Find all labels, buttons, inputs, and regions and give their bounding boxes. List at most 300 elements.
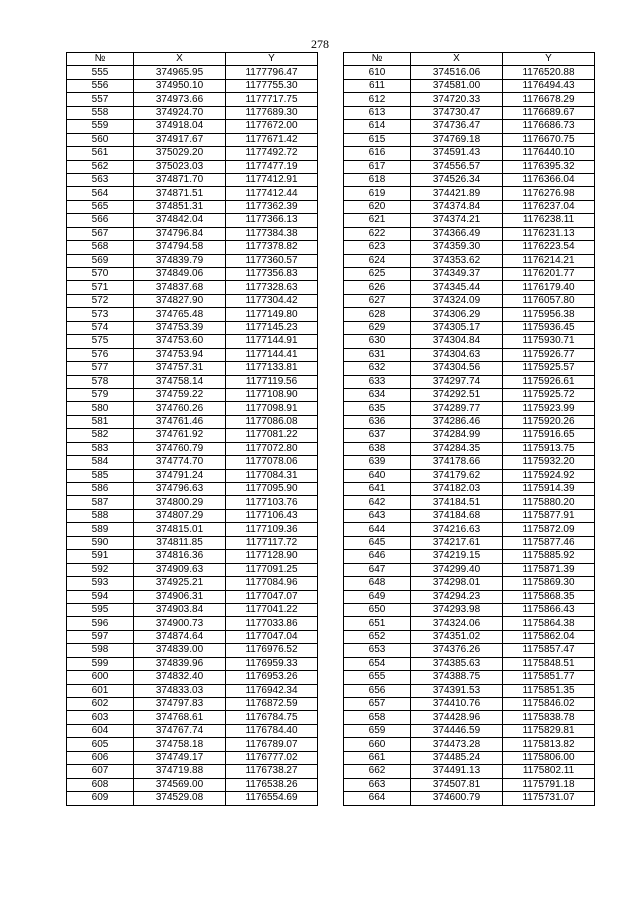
- table-row: [344, 603, 595, 616]
- table-row: [67, 348, 318, 361]
- cell-number: 626: [344, 281, 411, 294]
- table-row: [67, 577, 318, 590]
- cell-x: 374421.89: [411, 187, 503, 200]
- cell-x: 374965.95: [134, 66, 226, 79]
- cell-number: 556: [67, 79, 134, 92]
- cell-number: 650: [344, 603, 411, 616]
- cell-y: 1177412.91: [226, 173, 318, 186]
- table-row: [67, 294, 318, 307]
- table-row: [344, 442, 595, 455]
- table-row: [344, 348, 595, 361]
- table-row: [344, 563, 595, 576]
- cell-y: 1176214.21: [503, 254, 595, 267]
- cell-number: 599: [67, 657, 134, 670]
- cell-number: 598: [67, 644, 134, 657]
- cell-x: 374973.66: [134, 93, 226, 106]
- table-row: [67, 657, 318, 670]
- table-row: [344, 79, 595, 92]
- table-row: [67, 523, 318, 536]
- cell-number: 631: [344, 348, 411, 361]
- cell-y: 1177362.39: [226, 200, 318, 213]
- cell-x: 374304.84: [411, 335, 503, 348]
- cell-x: 374304.63: [411, 348, 503, 361]
- table-row: [344, 362, 595, 375]
- cell-x: 374374.21: [411, 214, 503, 227]
- cell-number: 588: [67, 509, 134, 522]
- cell-number: 630: [344, 335, 411, 348]
- table-row: [67, 362, 318, 375]
- cell-x: 374796.63: [134, 483, 226, 496]
- cell-y: 1176366.04: [503, 173, 595, 186]
- page-number: 278: [311, 37, 329, 51]
- column-header-x: X: [134, 53, 226, 66]
- cell-x: 374306.29: [411, 308, 503, 321]
- cell-number: 593: [67, 577, 134, 590]
- cell-y: 1175924.92: [503, 469, 595, 482]
- table-row: [67, 456, 318, 469]
- cell-x: 374767.74: [134, 724, 226, 737]
- cell-number: 564: [67, 187, 134, 200]
- cell-y: 1175936.45: [503, 321, 595, 334]
- cell-x: 374759.22: [134, 388, 226, 401]
- cell-y: 1175923.99: [503, 402, 595, 415]
- table-row: [67, 308, 318, 321]
- table-row: [344, 388, 595, 401]
- cell-number: 625: [344, 268, 411, 281]
- table-row: [67, 402, 318, 415]
- cell-y: 1177078.06: [226, 456, 318, 469]
- table-row: [344, 321, 595, 334]
- cell-y: 1177755.30: [226, 79, 318, 92]
- table-row: [67, 200, 318, 213]
- table-row: [344, 375, 595, 388]
- cell-number: 642: [344, 496, 411, 509]
- cell-y: 1175868.35: [503, 590, 595, 603]
- cell-x: 374178.66: [411, 456, 503, 469]
- cell-number: 628: [344, 308, 411, 321]
- cell-number: 655: [344, 671, 411, 684]
- cell-x: 374917.67: [134, 133, 226, 146]
- cell-y: 1175851.35: [503, 684, 595, 697]
- cell-x: 374286.46: [411, 415, 503, 428]
- table-row: [67, 684, 318, 697]
- table-row: [344, 402, 595, 415]
- cell-number: 561: [67, 147, 134, 160]
- cell-number: 638: [344, 442, 411, 455]
- cell-number: 582: [67, 429, 134, 442]
- cell-y: 1177098.91: [226, 402, 318, 415]
- cell-y: 1176942.34: [226, 684, 318, 697]
- cell-x: 374757.31: [134, 362, 226, 375]
- table-row: [67, 375, 318, 388]
- cell-x: 374284.35: [411, 442, 503, 455]
- cell-number: 573: [67, 308, 134, 321]
- cell-y: 1176223.54: [503, 241, 595, 254]
- cell-number: 633: [344, 375, 411, 388]
- table-row: [344, 684, 595, 697]
- table-row: [67, 173, 318, 186]
- table-row: [344, 536, 595, 549]
- cell-x: 374874.64: [134, 630, 226, 643]
- cell-x: 374800.29: [134, 496, 226, 509]
- cell-x: 374753.60: [134, 335, 226, 348]
- cell-number: 605: [67, 738, 134, 751]
- cell-y: 1177378.82: [226, 241, 318, 254]
- table-row: [344, 227, 595, 240]
- cell-y: 1177119.56: [226, 375, 318, 388]
- cell-y: 1175869.30: [503, 577, 595, 590]
- cell-number: 612: [344, 93, 411, 106]
- table-row: [67, 536, 318, 549]
- cell-number: 607: [67, 765, 134, 778]
- table-row: [344, 550, 595, 563]
- cell-y: 1175866.43: [503, 603, 595, 616]
- cell-x: 374446.59: [411, 724, 503, 737]
- cell-y: 1177492.72: [226, 147, 318, 160]
- cell-y: 1175877.46: [503, 536, 595, 549]
- cell-number: 615: [344, 133, 411, 146]
- cell-y: 1175829.81: [503, 724, 595, 737]
- cell-x: 374410.76: [411, 698, 503, 711]
- cell-x: 374292.51: [411, 388, 503, 401]
- table-row: [344, 160, 595, 173]
- cell-number: 621: [344, 214, 411, 227]
- cell-x: 374753.94: [134, 348, 226, 361]
- cell-y: 1175956.38: [503, 308, 595, 321]
- cell-x: 374760.26: [134, 402, 226, 415]
- table-row: [67, 214, 318, 227]
- cell-x: 374293.98: [411, 603, 503, 616]
- cell-x: 374305.17: [411, 321, 503, 334]
- cell-number: 575: [67, 335, 134, 348]
- table-row: [344, 133, 595, 146]
- cell-y: 1176238.11: [503, 214, 595, 227]
- table-row: [344, 738, 595, 751]
- cell-x: 374507.81: [411, 778, 503, 791]
- cell-number: 647: [344, 563, 411, 576]
- cell-x: 374749.17: [134, 751, 226, 764]
- cell-x: 374761.92: [134, 429, 226, 442]
- cell-number: 558: [67, 106, 134, 119]
- table-row: [344, 617, 595, 630]
- table-row: [67, 147, 318, 160]
- cell-x: 374299.40: [411, 563, 503, 576]
- cell-number: 646: [344, 550, 411, 563]
- cell-x: 374349.37: [411, 268, 503, 281]
- cell-number: 609: [67, 792, 134, 805]
- cell-y: 1175806.00: [503, 751, 595, 764]
- cell-x: 374324.09: [411, 294, 503, 307]
- cell-number: 560: [67, 133, 134, 146]
- table-row: [67, 227, 318, 240]
- cell-y: 1176959.33: [226, 657, 318, 670]
- coordinates-table-left: [66, 52, 318, 806]
- table-row: [67, 429, 318, 442]
- cell-number: 576: [67, 348, 134, 361]
- table-row: [344, 268, 595, 281]
- column-header-y: Y: [503, 53, 595, 66]
- cell-x: 374294.23: [411, 590, 503, 603]
- table-row: [344, 469, 595, 482]
- cell-number: 659: [344, 724, 411, 737]
- cell-y: 1177091.25: [226, 563, 318, 576]
- table-row: [67, 268, 318, 281]
- table-row: [344, 577, 595, 590]
- table-row: [344, 93, 595, 106]
- cell-x: 374924.70: [134, 106, 226, 119]
- cell-y: 1175813.82: [503, 738, 595, 751]
- cell-number: 661: [344, 751, 411, 764]
- cell-number: 570: [67, 268, 134, 281]
- cell-y: 1175871.39: [503, 563, 595, 576]
- cell-x: 374184.68: [411, 509, 503, 522]
- table-row: [67, 281, 318, 294]
- cell-y: 1175885.92: [503, 550, 595, 563]
- table-row: [344, 509, 595, 522]
- cell-x: 374758.14: [134, 375, 226, 388]
- cell-x: 374388.75: [411, 671, 503, 684]
- table-row: [67, 120, 318, 133]
- cell-y: 1175930.71: [503, 335, 595, 348]
- table-row: [344, 281, 595, 294]
- cell-number: 649: [344, 590, 411, 603]
- cell-number: 589: [67, 523, 134, 536]
- cell-x: 374791.24: [134, 469, 226, 482]
- cell-y: 1175872.09: [503, 523, 595, 536]
- cell-y: 1175913.75: [503, 442, 595, 455]
- cell-x: 374903.84: [134, 603, 226, 616]
- cell-number: 569: [67, 254, 134, 267]
- cell-x: 374906.31: [134, 590, 226, 603]
- table-row: [344, 335, 595, 348]
- cell-number: 567: [67, 227, 134, 240]
- table-row: [67, 671, 318, 684]
- cell-y: 1175926.77: [503, 348, 595, 361]
- cell-x: 374720.33: [411, 93, 503, 106]
- table-row: [344, 120, 595, 133]
- cell-x: 374851.31: [134, 200, 226, 213]
- cell-x: 374768.61: [134, 711, 226, 724]
- table-row: [344, 254, 595, 267]
- table-row: [344, 711, 595, 724]
- table-row: [344, 496, 595, 509]
- cell-y: 1176554.69: [226, 792, 318, 805]
- cell-number: 662: [344, 765, 411, 778]
- cell-x: 374807.29: [134, 509, 226, 522]
- cell-x: 374374.84: [411, 200, 503, 213]
- column-header-number: №: [67, 53, 134, 66]
- table-row: [344, 523, 595, 536]
- cell-x: 374324.06: [411, 617, 503, 630]
- cell-y: 1176440.10: [503, 147, 595, 160]
- table-row: [344, 765, 595, 778]
- cell-x: 374428.96: [411, 711, 503, 724]
- cell-number: 656: [344, 684, 411, 697]
- cell-y: 1176201.77: [503, 268, 595, 281]
- table-row: [344, 644, 595, 657]
- cell-y: 1176494.43: [503, 79, 595, 92]
- cell-y: 1177717.75: [226, 93, 318, 106]
- cell-number: 648: [344, 577, 411, 590]
- cell-number: 653: [344, 644, 411, 657]
- cell-y: 1177084.31: [226, 469, 318, 482]
- table-row: [67, 106, 318, 119]
- cell-x: 374794.58: [134, 241, 226, 254]
- cell-y: 1177356.83: [226, 268, 318, 281]
- cell-number: 627: [344, 294, 411, 307]
- cell-y: 1177108.90: [226, 388, 318, 401]
- cell-number: 590: [67, 536, 134, 549]
- cell-number: 565: [67, 200, 134, 213]
- cell-y: 1177117.72: [226, 536, 318, 549]
- table-row: [67, 550, 318, 563]
- cell-y: 1177304.42: [226, 294, 318, 307]
- cell-number: 624: [344, 254, 411, 267]
- cell-x: 374391.53: [411, 684, 503, 697]
- cell-y: 1175857.47: [503, 644, 595, 657]
- cell-number: 592: [67, 563, 134, 576]
- cell-y: 1177072.80: [226, 442, 318, 455]
- cell-number: 632: [344, 362, 411, 375]
- cell-y: 1177149.80: [226, 308, 318, 321]
- cell-x: 374556.57: [411, 160, 503, 173]
- table-row: [344, 590, 595, 603]
- cell-number: 613: [344, 106, 411, 119]
- cell-number: 591: [67, 550, 134, 563]
- table-row: [67, 241, 318, 254]
- cell-x: 375023.03: [134, 160, 226, 173]
- cell-y: 1176678.29: [503, 93, 595, 106]
- cell-number: 596: [67, 617, 134, 630]
- cell-number: 578: [67, 375, 134, 388]
- table-row: [67, 724, 318, 737]
- cell-y: 1177328.63: [226, 281, 318, 294]
- cell-y: 1177366.13: [226, 214, 318, 227]
- cell-x: 374182.03: [411, 483, 503, 496]
- cell-x: 374871.51: [134, 187, 226, 200]
- cell-y: 1177033.86: [226, 617, 318, 630]
- cell-x: 374796.84: [134, 227, 226, 240]
- cell-x: 374345.44: [411, 281, 503, 294]
- cell-x: 374217.61: [411, 536, 503, 549]
- table-row: [344, 751, 595, 764]
- cell-x: 374839.79: [134, 254, 226, 267]
- cell-y: 1176670.75: [503, 133, 595, 146]
- cell-x: 374837.68: [134, 281, 226, 294]
- table-row: [67, 603, 318, 616]
- cell-number: 635: [344, 402, 411, 415]
- cell-x: 374591.43: [411, 147, 503, 160]
- cell-x: 374849.06: [134, 268, 226, 281]
- cell-x: 374950.10: [134, 79, 226, 92]
- table-row: [67, 738, 318, 751]
- cell-x: 374569.00: [134, 778, 226, 791]
- cell-x: 374485.24: [411, 751, 503, 764]
- cell-number: 557: [67, 93, 134, 106]
- cell-number: 586: [67, 483, 134, 496]
- cell-x: 374719.88: [134, 765, 226, 778]
- cell-number: 645: [344, 536, 411, 549]
- cell-number: 610: [344, 66, 411, 79]
- table-row: [67, 617, 318, 630]
- table-row: [344, 778, 595, 791]
- table-row: [344, 483, 595, 496]
- cell-y: 1177103.76: [226, 496, 318, 509]
- cell-number: 600: [67, 671, 134, 684]
- cell-y: 1175925.57: [503, 362, 595, 375]
- cell-number: 636: [344, 415, 411, 428]
- cell-number: 643: [344, 509, 411, 522]
- cell-x: 374304.56: [411, 362, 503, 375]
- table-row: [344, 630, 595, 643]
- cell-x: 374760.79: [134, 442, 226, 455]
- cell-y: 1177412.44: [226, 187, 318, 200]
- cell-number: 664: [344, 792, 411, 805]
- table-row: [67, 133, 318, 146]
- table-row: [344, 200, 595, 213]
- table-row: [67, 79, 318, 92]
- cell-x: 374297.74: [411, 375, 503, 388]
- cell-y: 1176738.27: [226, 765, 318, 778]
- cell-x: 374385.63: [411, 657, 503, 670]
- cell-y: 1176784.75: [226, 711, 318, 724]
- cell-x: 374730.47: [411, 106, 503, 119]
- cell-y: 1175846.02: [503, 698, 595, 711]
- cell-number: 629: [344, 321, 411, 334]
- cell-x: 374839.00: [134, 644, 226, 657]
- table-row: [344, 66, 595, 79]
- cell-y: 1176777.02: [226, 751, 318, 764]
- cell-y: 1177095.90: [226, 483, 318, 496]
- cell-y: 1177360.57: [226, 254, 318, 267]
- cell-x: 374516.06: [411, 66, 503, 79]
- cell-y: 1177672.00: [226, 120, 318, 133]
- cell-number: 585: [67, 469, 134, 482]
- cell-number: 657: [344, 698, 411, 711]
- cell-number: 566: [67, 214, 134, 227]
- table-row: [67, 698, 318, 711]
- cell-y: 1176538.26: [226, 778, 318, 791]
- cell-y: 1176231.13: [503, 227, 595, 240]
- cell-y: 1175838.78: [503, 711, 595, 724]
- table-row: [344, 173, 595, 186]
- cell-number: 563: [67, 173, 134, 186]
- cell-number: 562: [67, 160, 134, 173]
- coordinates-table-right: [343, 52, 595, 806]
- cell-number: 608: [67, 778, 134, 791]
- table-row: [344, 724, 595, 737]
- cell-x: 374769.18: [411, 133, 503, 146]
- cell-y: 1175731.07: [503, 792, 595, 805]
- table-row: [67, 187, 318, 200]
- table-row: [344, 308, 595, 321]
- cell-y: 1177084.96: [226, 577, 318, 590]
- cell-x: 374298.01: [411, 577, 503, 590]
- cell-x: 374376.26: [411, 644, 503, 657]
- cell-number: 606: [67, 751, 134, 764]
- cell-number: 568: [67, 241, 134, 254]
- table-row: [67, 388, 318, 401]
- cell-y: 1176689.67: [503, 106, 595, 119]
- table-row: [344, 187, 595, 200]
- cell-x: 374827.90: [134, 294, 226, 307]
- cell-x: 374353.62: [411, 254, 503, 267]
- cell-number: 660: [344, 738, 411, 751]
- column-header-number: №: [344, 53, 411, 66]
- cell-x: 374774.70: [134, 456, 226, 469]
- cell-x: 374816.36: [134, 550, 226, 563]
- table-row: [67, 160, 318, 173]
